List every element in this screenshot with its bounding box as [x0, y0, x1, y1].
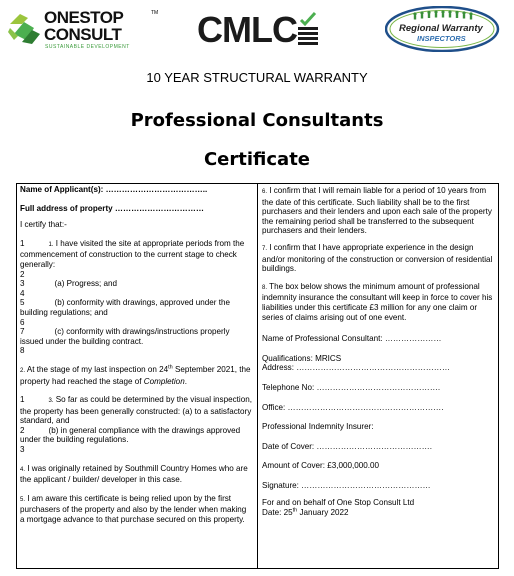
clause-2	[20, 365, 252, 386]
trademark-mark: TM	[151, 10, 159, 16]
clause-4-number: 4.	[20, 466, 26, 473]
clause-7-number: 7.	[262, 245, 268, 252]
clause-3-list-number: 1	[20, 395, 25, 405]
clause-1-list-number: 1	[20, 238, 25, 248]
clause-1-number: 1.	[48, 241, 54, 248]
checkmark-stripes-icon	[297, 12, 319, 48]
clause-2-stage: Completion	[143, 376, 185, 386]
certificate-title-line2: Certificate	[203, 149, 311, 170]
clause-2-number: 2.	[20, 367, 26, 374]
warranty-subtitle: 10 YEAR STRUCTURAL WARRANTY	[146, 70, 368, 85]
date-rest: January 2022	[297, 508, 349, 518]
list-number-6: 6	[20, 317, 25, 327]
clause-6	[262, 186, 496, 236]
clause-1a-text: (a) Progress; and	[54, 279, 118, 289]
clause-1a	[20, 279, 252, 289]
clause-3b-text: (b) in general compliance with the drawings approved under the building regulations.	[20, 425, 241, 445]
right-column	[262, 186, 496, 518]
clause-1-text: I have visited the site at appropriate periods from the commencement of construction to the current stage to check generally:	[20, 238, 245, 269]
qualifications-field: Qualifications: MRICS	[262, 353, 342, 363]
clause-3-list-number-3: 3	[20, 445, 25, 455]
certify-intro: I certify that:-	[20, 220, 67, 230]
rwi-wordmark-line2: INSPECTORS	[417, 34, 466, 43]
cmlc-wordmark: CMLC	[197, 9, 297, 50]
clause-3	[20, 395, 252, 426]
clause-5-number: 5.	[20, 496, 26, 503]
clause-3-list-number-2: 2	[20, 425, 25, 435]
handshake-icon	[8, 10, 42, 46]
date-ordinal: th	[292, 507, 298, 514]
clause-1b	[20, 298, 252, 317]
onestop-tagline: SUSTAINABLE DEVELOPMENT	[45, 44, 130, 50]
clause-7	[262, 243, 496, 274]
clause-7-text: I confirm that I have appropriate experience in the design and/or monitoring of the construction or conversion of residential buildings.	[262, 242, 493, 274]
signature-field: Signature: …………………………………………	[262, 480, 431, 490]
clause-1b-text: (b) conformity with drawings, approved under the building regulations; and	[20, 298, 230, 317]
list-number-8: 8	[20, 346, 25, 356]
list-number-5: 5	[20, 298, 25, 308]
regional-warranty-inspectors-logo	[385, 6, 500, 52]
property-address-field: Full address of property ……………………………	[20, 203, 204, 213]
certificate-title-line1: Professional Consultants	[130, 110, 384, 131]
clause-2-end: .	[184, 376, 187, 386]
telephone-field: Telephone No: ……………………………………….	[262, 382, 441, 392]
clause-3-text: So far as could be determined by the visual inspection, the property has been generally constructed: (a) to a satisfactory standard, and	[20, 395, 252, 426]
on-behalf-line: For and on behalf of One Stop Consult Ltd	[262, 498, 415, 508]
clause-4-text: I was originally retained by Southmill Country Homes who are the applicant / builder/ developer in this case.	[20, 463, 248, 485]
rwi-wordmark-line1: Regional Warranty	[399, 23, 483, 34]
clause-8-number: 8.	[262, 284, 268, 291]
list-number-3: 3	[20, 279, 25, 289]
logo-row	[0, 0, 514, 60]
date-of-cover-field: Date of Cover: …………………………………….	[262, 441, 432, 451]
office-field: Office: ………………………………………………….	[262, 402, 444, 412]
clause-3-number: 3.	[48, 398, 54, 405]
clause-1c-text: (c) conformity with drawings/instructions properly issued under the building contract.	[20, 327, 230, 346]
column-divider	[257, 183, 258, 569]
clause-6-number: 6.	[262, 189, 268, 195]
applicant-name-field: Name of Applicant(s): ………………………………..	[20, 185, 208, 194]
clause-5-text: I am aware this certificate is being relied upon by the first purchasers of the property and also by the lender when making a mortgage advance to that purchase secured on this property.	[20, 493, 247, 525]
onestop-wordmark-line2: CONSULT	[44, 25, 122, 44]
clause-1	[20, 239, 252, 270]
onestop-consult-logo	[8, 8, 158, 52]
consultant-name-field: Name of Professional Consultant: …………………	[262, 334, 442, 344]
clause-8	[262, 282, 496, 322]
onestop-wordmark-line1: ONESTOP	[44, 8, 124, 27]
clause-1c	[20, 327, 252, 346]
date-label: Date: 25	[262, 508, 293, 518]
left-column	[20, 185, 252, 525]
address-field: Address: …………………………………………………	[262, 363, 450, 373]
clause-2-text-a: At the stage of my last inspection on 24	[26, 364, 169, 374]
clause-2-ordinal: th	[168, 364, 173, 371]
indemnity-insurer-field: Professional Indemnity Insurer:	[262, 422, 374, 432]
clause-5	[20, 494, 252, 525]
amount-of-cover-field: Amount of Cover: £3,000,000.00	[262, 461, 379, 471]
list-number-4: 4	[20, 288, 25, 298]
clause-3b	[20, 426, 252, 445]
clause-4	[20, 464, 252, 485]
clause-2-text-b: September 2021, the property had reached the stage of	[20, 364, 251, 386]
cmlc-logo	[197, 10, 332, 50]
clause-8-text: The box below shows the minimum amount of professional indemnity insurance the consultant will keep in force to cover his liabilities under this certificate £3 million for any one claim or series of claims arising out of one event.	[262, 281, 493, 322]
list-number-2: 2	[20, 269, 25, 279]
clause-6-text: I confirm that I will remain liable for a period of 10 years from the date of this certificate. Such liability shall be to the first purchasers and their lenders and upon each sale of the property the remaining period shall be transferred to the subsequent purchasers and their lenders.	[262, 186, 492, 236]
certificate-date	[262, 508, 496, 518]
list-number-7: 7	[20, 327, 25, 337]
